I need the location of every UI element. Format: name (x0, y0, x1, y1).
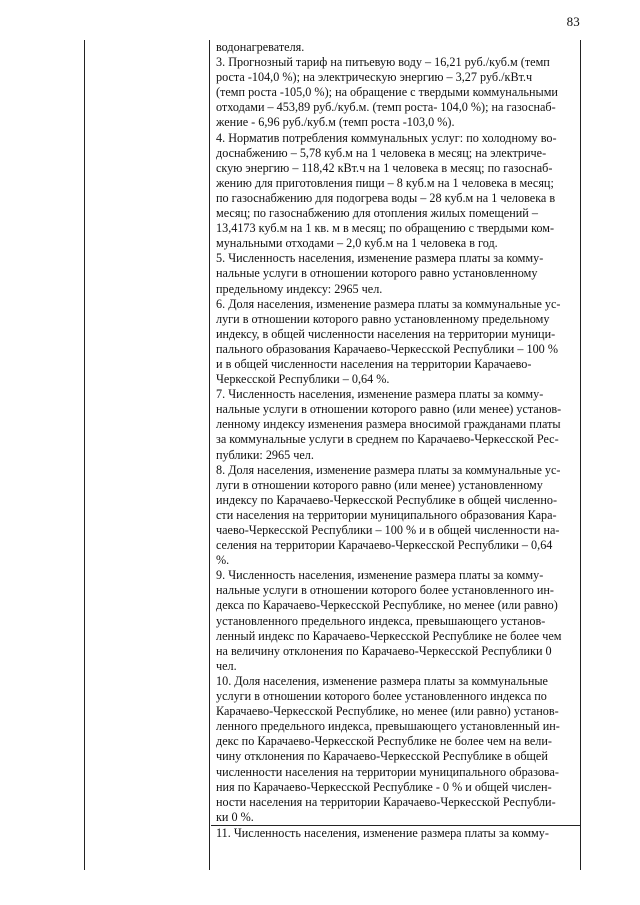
table-cell-item-7 (216, 387, 574, 462)
table-cell-item-8 (216, 463, 574, 569)
paragraph-item-10: 10. Доля населения, изменение размера платы за коммунальные услуги в отношении которого более установленного индекса по Карачаево-Черкесской Республике, но менее (или равно) установ- ленного предельного индекса, превышающего установленный ин- декс по Карачаево-Черкесской Республике не более чем на вели- чину отклонения по Карачаево-Черкесской Республике в общей численности населения на территории муниципального образова- ния по Карачаево-Черкесской Республике - 0 % и общей числен- ности населения на территории Карачаево-Черкесской Республи- ки 0 %. (216, 673, 560, 824)
paragraph-item-9: 9. Численность населения, изменение размера платы за комму- нальные услуги в отношении которого более установленного ин- декса по Карачаево-Черкесской Республике, но менее (или равно) установленного предельного индекса, превышающего установ- ленный индекс по Карачаево-Черкесской Республике не более чем на величину отклонения по Карачаево-Черкесской Республики 0 чел. (216, 568, 562, 673)
page-number: 83 (566, 14, 580, 29)
paragraph-item-11: 11. Численность населения, изменение размера платы за комму- (216, 825, 549, 840)
table-cell-item-5 (216, 251, 574, 296)
table-cell-item-11 (216, 826, 574, 841)
paragraph-item-8: 8. Доля населения, изменение размера платы за коммунальные ус- луги в отношении которого равно (или менее) установленному индексу по Карачаево-Черкесской Республике в общей численно- сти населения на территории муниципального образования Кара- чаево-Черкесской Республики – 100 % и в общей численности на- селения на территории Карачаево-Черкесской Республики – 0,64 %. (216, 462, 561, 568)
table-cell-item-9 (216, 568, 574, 674)
table-cell-item-10 (216, 674, 574, 825)
paragraph-item-3: 3. Прогнозный тариф на питьевую воду – 16,21 руб./куб.м (темп роста -104,0 %); на электрическую энергию – 3,27 руб./кВт.ч (темп роста -105,0 %); на обращение с твердыми коммунальными отходами – 453,89 руб./куб.м. (темп роста- 104,0 %); на газоснаб- жение - 6,96 руб./куб.м (темп роста -103,0 %). (216, 55, 558, 130)
table-cell-item-3 (216, 55, 574, 130)
paragraph-item-7: 7. Численность населения, изменение размера платы за комму- нальные услуги в отношении которого равно (или менее) установ- ленному индексу изменения размера вносимой гражданами платы за коммунальные услуги в среднем по Карачаево-Черкесской Рес- публики: 2965 чел. (216, 387, 562, 462)
paragraph-item-6: 6. Доля населения, изменение размера платы за коммунальные ус- луги в отношении которого равно установленному предельному индексу, в общей численности населения на территории муници- пального образования Карачаево-Черкесской Республики – 100 % и в общей численности населения на территории Карачаево- Черкесской Республики – 0,64 %. (216, 296, 561, 387)
document-table (84, 40, 581, 870)
table-right-column (211, 40, 580, 870)
table-cell-continuation (216, 40, 574, 55)
paragraph-item-5: 5. Численность населения, изменение размера платы за комму- нальные услуги в отношении которого равно установленному предельному индексу: 2965 чел. (216, 251, 544, 296)
paragraph-item-4: 4. Норматив потребления коммунальных услуг: по холодному во- доснабжению – 5,78 куб.м на 1 человека в месяц; на электриче- скую энергию – 118,42 кВт.ч на 1 человека в месяц; по газоснаб- жению для приготовления пищи – 8 куб.м на 1 человека в месяц; по газоснабжению для подогрева воды – 28 куб.м на 1 человека в месяц; по газоснабжению для отопления жилых помещений – 13,4173 куб.м на 1 кв. м в месяц; по обращению с твердыми ком- мунальными отходами – 2,0 куб.м на 1 человека в год. (216, 130, 557, 251)
table-left-column (85, 40, 210, 870)
table-cell-item-6 (216, 297, 574, 388)
paragraph-continuation: водонагревателя. (216, 40, 305, 54)
table-cell-item-4 (216, 131, 574, 252)
